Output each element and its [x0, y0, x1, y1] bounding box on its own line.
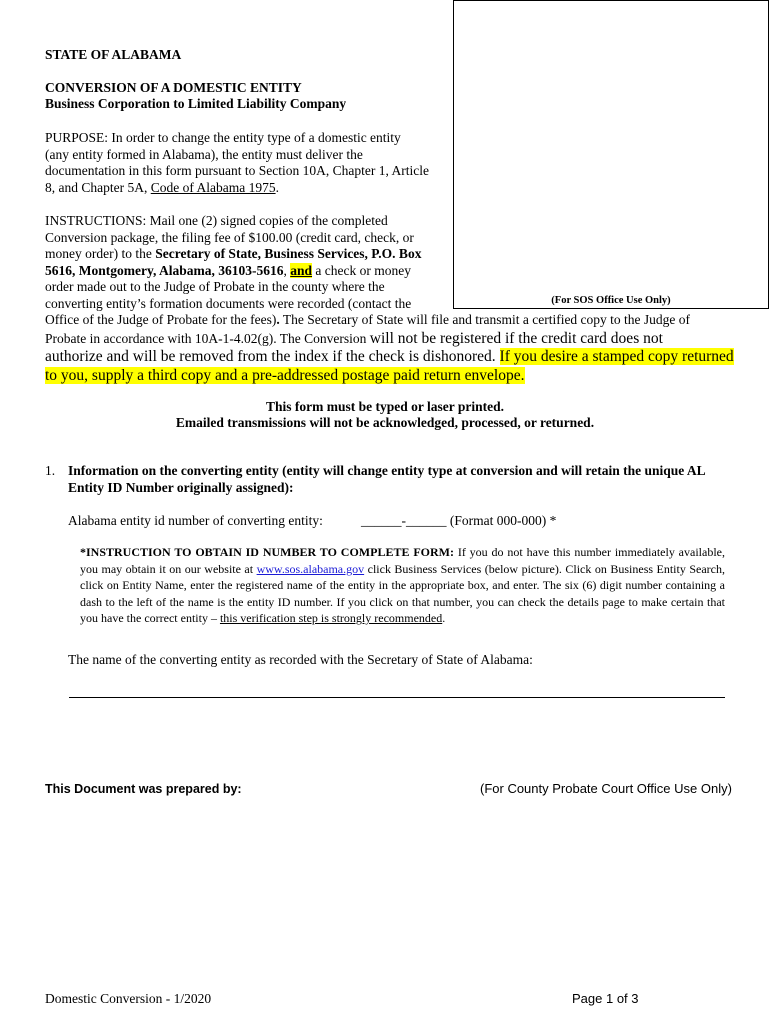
instructions-line [45, 246, 450, 263]
section-number: 1. [45, 463, 56, 478]
instructions-line [45, 329, 735, 349]
state-heading: STATE OF ALABAMA [45, 47, 182, 62]
mailing-address: 5616, Montgomery, Alabama, 36103-5616 [45, 262, 284, 278]
id-instructions-text: If you do not have this number immediately available, you may obtain it on our website at [80, 545, 725, 576]
code-of-alabama-reference: Code of Alabama 1975 [150, 179, 276, 195]
stamped-copy-note: to you, supply a third copy and a pre-addressed postage paid return envelope. [45, 366, 525, 384]
instructions-text: money order) to the [45, 246, 156, 261]
id-instructions [80, 544, 725, 627]
instructions-line [45, 367, 735, 386]
typed-notice: This form must be typed or laser printed. [265, 399, 504, 414]
prepared-by-label: This Document was prepared by: [45, 782, 242, 796]
verification-note: this verification step is strongly recommended [219, 611, 443, 625]
sos-office-use-label: (For SOS Office Use Only) [551, 295, 671, 306]
purpose-line: documentation in this form pursuant to Section 10A, Chapter 1, Article [45, 163, 429, 178]
id-instructions-text: . [442, 611, 446, 625]
instructions-line [45, 312, 735, 329]
county-use-label: (For County Probate Court Office Use Only) [480, 781, 732, 796]
stamped-copy-note: If you desire a stamped copy returned [499, 348, 734, 365]
instructions-line: order made out to the Judge of Probate in the county where the [45, 279, 385, 294]
sos-office-use-box [453, 0, 769, 309]
instructions-text: , [283, 262, 291, 278]
page-number: Page 1 of 3 [572, 991, 639, 1006]
id-instructions-text: click Business Services (below picture). Click on Business Entity Search, click on Entity Name, enter the registered name of the entity in the appropriate box, and enter. The six (6) digit number containing a dash to the left of the name is the entity ID number. If you click on that number, you can check the details page to make certain that you have the correct entity – [80, 561, 725, 625]
entity-id-label: Alabama entity id number of converting entity: [68, 513, 323, 528]
section-heading-cont: Entity ID Number originally assigned): [68, 480, 294, 495]
entity-id-field[interactable]: ______-______ (Format 000-000) * [361, 513, 557, 528]
purpose-paragraph [45, 130, 450, 196]
registration-warning: will not be registered if the credit card does not [369, 329, 663, 347]
instructions-line: INSTRUCTIONS: Mail one (2) signed copies of the completed [45, 213, 388, 228]
purpose-line [45, 180, 450, 197]
purpose-line: PURPOSE: In order to change the entity type of a domestic entity [45, 130, 401, 145]
footer-form-id: Domestic Conversion - 1/2020 [45, 991, 212, 1006]
instructions-text: . [276, 312, 280, 327]
instructions-continued [45, 312, 735, 385]
purpose-text: 8, and Chapter 5A, [45, 179, 151, 195]
instructions-text: Probate in accordance with 10A-1-4.02(g). The Conversion [45, 330, 370, 346]
purpose-text: . [275, 179, 279, 195]
mailing-address: Secretary of State, Business Services, P.O. Box [155, 246, 422, 261]
purpose-line: (any entity formed in Alabama), the entity must deliver the [45, 146, 363, 162]
section-heading: Information on the converting entity (entity will change entity type at conversion and will retain the unique AL [68, 463, 706, 478]
instructions-text: The Secretary of State will file and transmit a certified copy to the Judge of [279, 312, 691, 327]
form-title: CONVERSION OF A DOMESTIC ENTITY [45, 80, 302, 95]
email-notice: Emailed transmissions will not be acknowledged, processed, or returned. [175, 415, 595, 430]
id-instructions-heading: *INSTRUCTION TO OBTAIN ID NUMBER TO COMPLETE FORM: [80, 545, 454, 559]
instructions-line [45, 348, 735, 367]
form-subtitle: Business Corporation to Limited Liability Company [45, 96, 347, 111]
instructions-line: converting entity’s formation documents were recorded (contact the [45, 295, 412, 311]
highlighted-and: and [290, 262, 313, 278]
instructions-text: a check or money [312, 262, 411, 278]
instructions-line [45, 263, 450, 280]
entity-name-label: The name of the converting entity as recorded with the Secretary of State of Alabama: [68, 652, 533, 667]
sos-website-link[interactable]: www.sos.alabama.gov [256, 561, 365, 576]
instructions-text: Office of the Judge of Probate for the fees) [45, 312, 277, 327]
instructions-line: Conversion package, the filing fee of $100.00 (credit card, check, or [45, 229, 414, 245]
entity-name-field[interactable] [69, 697, 725, 698]
registration-warning: authorize and will be removed from the index if the check is dishonored. [45, 348, 500, 365]
instructions-paragraph [45, 213, 450, 312]
